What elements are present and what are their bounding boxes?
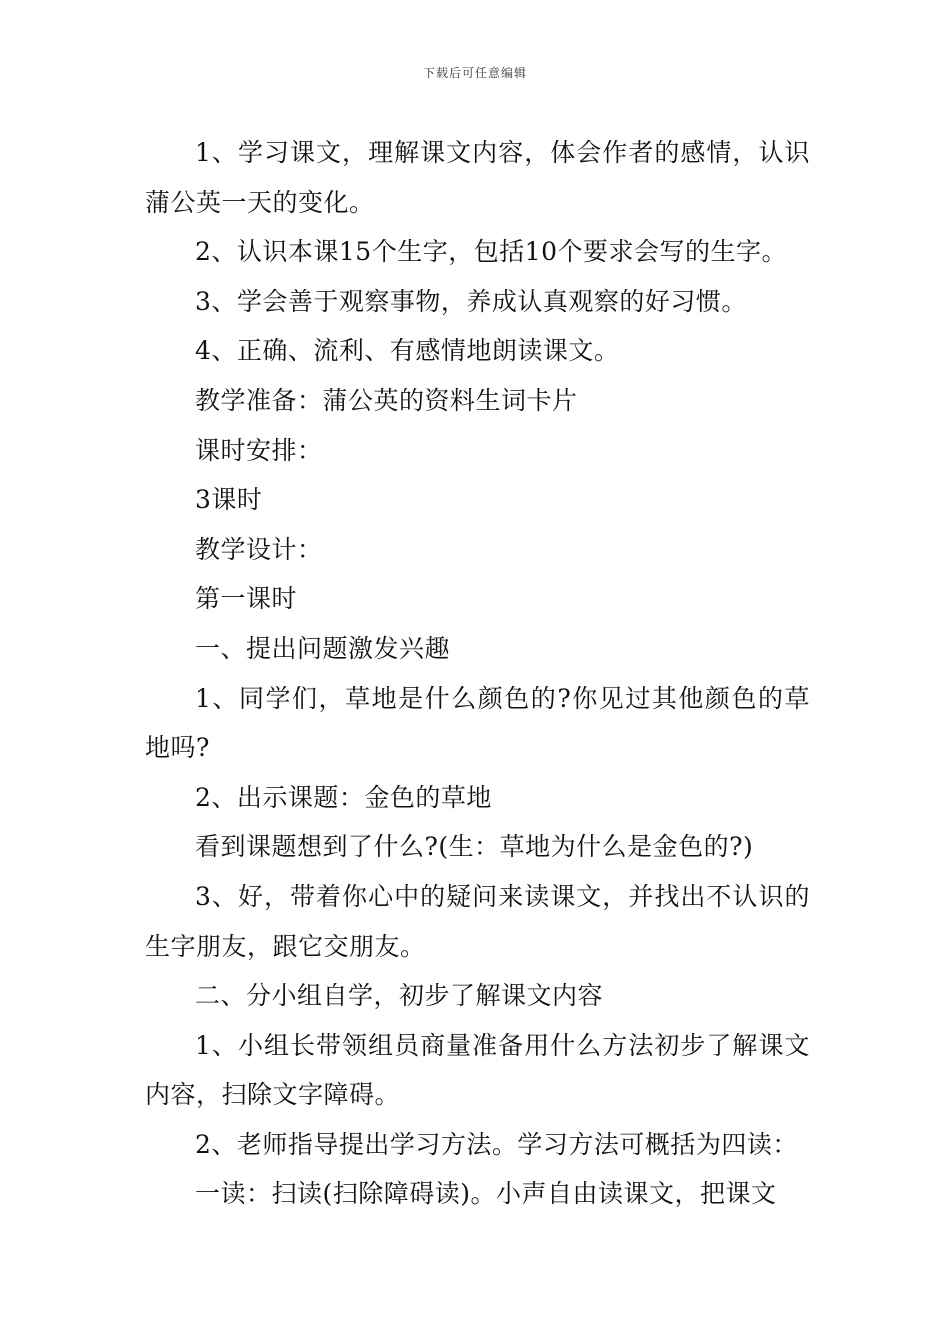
section-one-note: 看到课题想到了什么?(生：草地为什么是金色的?) [195, 832, 754, 862]
section-two-item-2: 2、老师指导提出学习方法。学习方法可概括为四读： [195, 1129, 798, 1159]
page-header: 下载后可任意编辑 [422, 66, 527, 80]
objective-2: 2、认识本课15个生字，包括10个要求会写的生字。 [195, 237, 788, 267]
section-one-item-3: 3、好，带着你心中的疑问来读课文，并找出不认识的生字朋友，跟它交朋友。 [145, 881, 810, 961]
first-lesson-heading: 第一课时 [195, 584, 298, 614]
section-two-item-1: 1、小组长带领组员商量准备用什么方法初步了解课文内容，扫除文字障碍。 [145, 1030, 810, 1110]
section-two-reading-1: 一读：扫读(扫除障碍读)。小声自由读课文，把课文 [195, 1179, 777, 1209]
schedule-heading: 课时安排： [195, 435, 323, 465]
objective-1: 1、学习课文，理解课文内容，体会作者的感情，认识蒲公英一天的变化。 [145, 138, 810, 217]
design-heading: 教学设计： [195, 534, 323, 564]
section-two-heading: 二、分小组自学，初步了解课文内容 [195, 981, 604, 1011]
section-one-item-1: 1、同学们，草地是什么颜色的?你见过其他颜色的草地吗? [145, 683, 810, 763]
document-body [145, 128, 810, 1219]
objective-3: 3、学会善于观察事物，养成认真观察的好习惯。 [195, 286, 747, 316]
teaching-preparation: 教学准备：蒲公英的资料生词卡片 [195, 385, 578, 415]
section-one-item-2: 2、出示课题：金色的草地 [195, 782, 492, 812]
schedule-value: 3课时 [195, 485, 263, 515]
section-one-heading: 一、提出问题激发兴趣 [195, 633, 451, 663]
objective-4: 4、正确、流利、有感情地朗读课文。 [195, 336, 620, 366]
